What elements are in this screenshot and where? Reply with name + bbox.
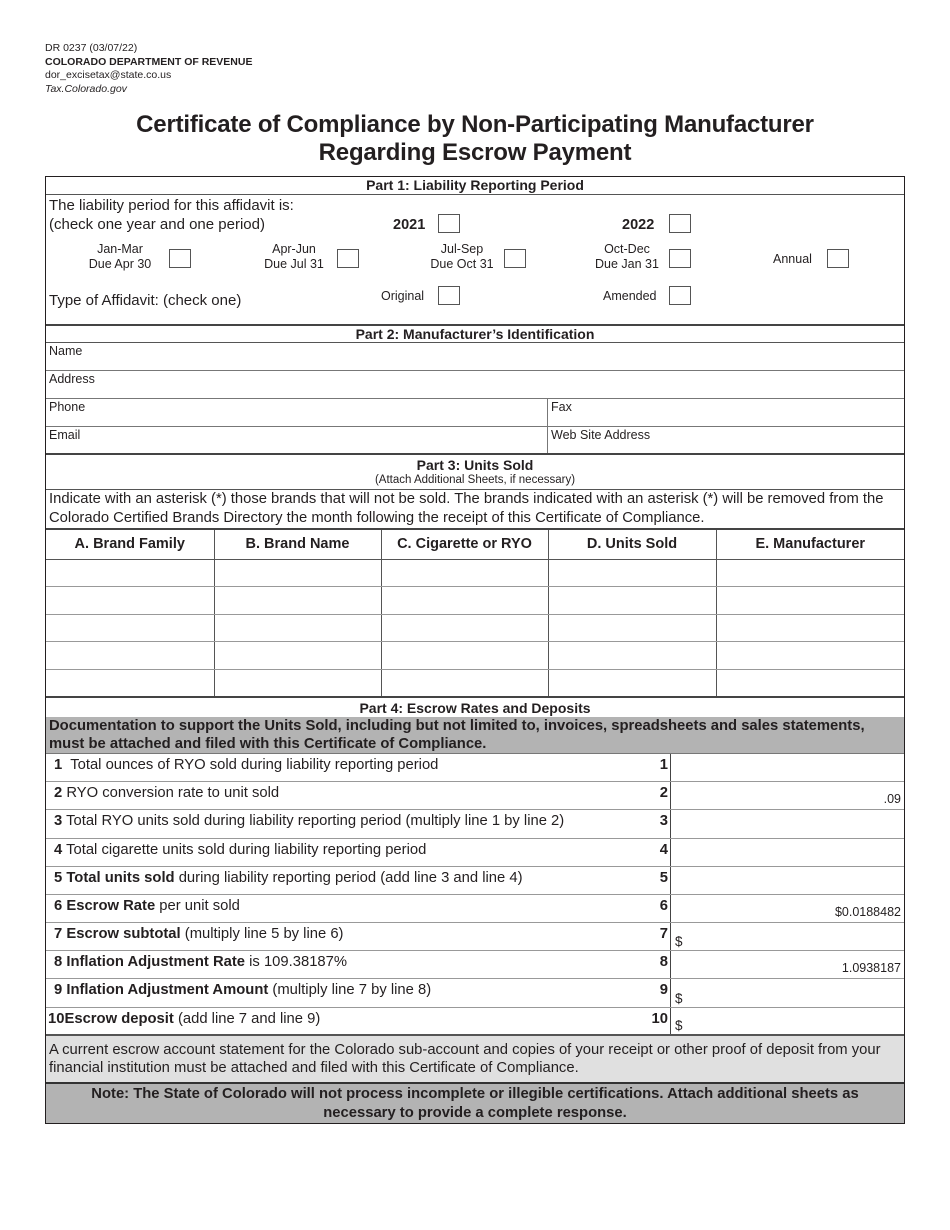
line-9-value-field[interactable]: [671, 979, 904, 1006]
line-2-value-field[interactable]: [671, 782, 904, 809]
units-sold-cell[interactable]: [548, 614, 716, 642]
line-number: 4: [54, 841, 63, 858]
table-row: [46, 559, 904, 587]
part2-heading: Part 2: Manufacturer’s Identification: [46, 326, 904, 343]
line-5-value-field[interactable]: [671, 867, 904, 894]
line-description: [46, 839, 649, 866]
manufacturer-cell[interactable]: [716, 642, 904, 670]
fax-field[interactable]: [548, 399, 904, 426]
dollar-sign: $: [675, 990, 683, 1006]
brands-table: [46, 530, 904, 698]
line-ref-number: 3: [649, 810, 671, 837]
dollar-sign: $: [675, 934, 683, 950]
col-brand-family: A. Brand Family: [46, 530, 214, 559]
period-name: Apr-Jun: [272, 242, 316, 256]
units-sold-cell[interactable]: [548, 559, 716, 587]
form-id: DR 0237 (03/07/22): [45, 42, 138, 54]
address-row: [46, 371, 904, 399]
escrow-statement-note: A current escrow account statement for the Colorado sub-account and copies of your receipt or other proof of deposit from your financial institution must be attached and filed with this Certificate of Compliance.: [46, 1036, 904, 1084]
line-text: (multiply line 7 by line 8): [268, 982, 432, 999]
col-brand-name: B. Brand Name: [214, 530, 381, 559]
brand-family-cell[interactable]: [46, 587, 214, 615]
escrow-line-6: [46, 895, 904, 923]
line-3-value-field[interactable]: [671, 810, 904, 837]
line-ref-number: 2: [649, 782, 671, 809]
line-ref-number: 10: [649, 1008, 671, 1034]
line-bold-text: Escrow Rate: [66, 897, 156, 914]
escrow-line-4: [46, 839, 904, 867]
line-text: (multiply line 5 by line 6): [180, 926, 344, 943]
escrow-line-1: [46, 754, 904, 782]
line-1-value-field[interactable]: [671, 754, 904, 781]
cigarette-or-ryo-cell[interactable]: [381, 559, 548, 587]
table-row: [46, 614, 904, 642]
part4-escrow-rates-deposits: [46, 698, 904, 1123]
address-label: Address: [49, 372, 95, 386]
line-number: 7: [54, 926, 63, 943]
units-sold-cell[interactable]: [548, 642, 716, 670]
line-description: [46, 1008, 649, 1034]
period-due: Due Jul 31: [264, 257, 324, 271]
line-description: [46, 923, 649, 950]
form-header: [45, 42, 252, 96]
cigarette-or-ryo-cell[interactable]: [381, 642, 548, 670]
line-number: 5: [54, 869, 63, 886]
period-oct-dec-checkbox[interactable]: [669, 249, 691, 268]
line-text: during liability reporting period (add line 3 and line 4): [174, 869, 523, 886]
manufacturer-cell[interactable]: [716, 669, 904, 697]
agency-name: COLORADO DEPARTMENT OF REVENUE: [45, 55, 253, 68]
year-2022-checkbox[interactable]: [669, 214, 691, 233]
affidavit-type-label: Type of Affidavit: (check one): [49, 292, 242, 309]
line-description: [46, 979, 649, 1006]
part1-heading: Part 1: Liability Reporting Period: [46, 177, 904, 195]
line-ref-number: 5: [649, 867, 671, 894]
cigarette-or-ryo-cell[interactable]: [381, 614, 548, 642]
line-number: 2: [54, 785, 63, 802]
affidavit-original-label: Original: [381, 289, 425, 303]
line-ref-number: 4: [649, 839, 671, 866]
period-due: Due Oct 31: [430, 257, 494, 271]
line-text: Total ounces of RYO sold during liability reporting period: [70, 756, 439, 773]
brand-name-cell[interactable]: [214, 587, 381, 615]
part4-heading: Part 4: Escrow Rates and Deposits: [359, 699, 591, 716]
phone-field[interactable]: [46, 399, 548, 426]
col-units-sold: D. Units Sold: [548, 530, 716, 559]
title-line-1: Certificate of Compliance by Non-Participating Manufacturer: [136, 111, 814, 138]
affidavit-amended-label: Amended: [603, 289, 657, 303]
line-ref-number: 9: [649, 979, 671, 1006]
brand-name-cell[interactable]: [214, 614, 381, 642]
period-jul-sep-label: [426, 242, 498, 272]
table-row: [46, 669, 904, 697]
period-name: Jan-Mar: [97, 242, 143, 256]
brand-family-cell[interactable]: [46, 642, 214, 670]
address-field[interactable]: [46, 371, 904, 398]
period-oct-dec-label: [592, 242, 662, 272]
period-due: Due Apr 30: [88, 257, 152, 271]
period-apr-jun-label: [260, 242, 328, 272]
period-name: Oct-Dec: [604, 242, 650, 256]
escrow-line-7: [46, 923, 904, 951]
line-text: Total RYO units sold during liability reporting period (multiply line 1 by line 2): [66, 813, 565, 830]
title-line-2: Regarding Escrow Payment: [318, 139, 632, 166]
liability-intro-line2: (check one year and one period): [49, 216, 265, 233]
part3-header: [46, 455, 904, 490]
brand-name-cell[interactable]: [214, 669, 381, 697]
line-7-value-field[interactable]: [671, 923, 904, 950]
period-due: Due Jan 31: [595, 257, 659, 271]
liability-intro: [49, 196, 294, 234]
certificate-form: [45, 176, 905, 1124]
agency-email: dor_excisetax@state.co.us: [45, 69, 172, 81]
line-ref-number: 6: [649, 895, 671, 922]
final-note: Note: The State of Colorado will not process incomplete or illegible certifications. Attach additional sheets as necessary to provide a complete response.: [46, 1084, 904, 1123]
table-row: [46, 587, 904, 615]
year-2021-label: 2021: [393, 217, 426, 233]
cigarette-or-ryo-cell[interactable]: [381, 669, 548, 697]
line-description: [46, 782, 649, 809]
line-number: 3: [54, 813, 63, 830]
part3-subheading: (Attach Additional Sheets, if necessary): [374, 474, 576, 486]
col-cigarette-or-ryo: C. Cigarette or RYO: [381, 530, 548, 559]
brand-name-cell[interactable]: [214, 559, 381, 587]
line-text: Total cigarette units sold during liability reporting period: [66, 841, 427, 858]
period-annual-checkbox[interactable]: [827, 249, 849, 268]
line-bold-text: Total units sold: [66, 869, 175, 886]
documentation-note: Documentation to support the Units Sold, including but not limited to, invoices, spreadsheets and sales statements, must be attached and filed with this Certificate of Compliance.: [46, 717, 904, 754]
escrow-line-9: [46, 979, 904, 1007]
website-field[interactable]: [548, 427, 904, 453]
line-ref-number: 8: [649, 951, 671, 978]
line-bold-text: Inflation Adjustment Amount: [66, 982, 269, 999]
email-field[interactable]: [46, 427, 548, 453]
part3-heading: Part 3: Units Sold: [416, 457, 534, 473]
line-number: 6: [54, 897, 63, 914]
part2-manufacturer-identification: [46, 326, 904, 455]
year-2021-checkbox[interactable]: [438, 214, 460, 233]
line-description: [46, 754, 649, 781]
line-description: [46, 810, 649, 837]
line-description: [46, 951, 649, 978]
part3-asterisk-note: Indicate with an asterisk (*) those brands that will not be sold. The brands indicated with an asterisk (*) will be removed from the Colorado Certified Brands Directory the month following the receipt of this Certificate of Compliance.: [46, 490, 904, 530]
escrow-line-2: [46, 782, 904, 810]
line-bold-text: Inflation Adjustment Rate: [66, 954, 246, 971]
part3-units-sold: [46, 455, 904, 698]
escrow-line-10: [46, 1008, 904, 1036]
line-text: per unit sold: [155, 897, 240, 914]
line-bold-text: Escrow deposit: [64, 1010, 174, 1027]
line-number: 10: [48, 1010, 65, 1027]
line-number: 8: [54, 954, 63, 971]
table-row: [46, 642, 904, 670]
brand-family-cell[interactable]: [46, 669, 214, 697]
line-10-value-field[interactable]: [671, 1008, 904, 1034]
period-annual-label: Annual: [773, 252, 812, 266]
name-row: [46, 343, 904, 371]
period-name: Jul-Sep: [440, 242, 484, 256]
escrow-line-8: [46, 951, 904, 979]
part1-liability-period: [46, 177, 904, 326]
page-title: [0, 111, 950, 167]
line-6-value-field[interactable]: [671, 895, 904, 922]
period-jan-mar-checkbox[interactable]: [169, 249, 191, 268]
name-field[interactable]: [46, 343, 904, 370]
line-ref-number: 7: [649, 923, 671, 950]
line-value: $0.0188482: [834, 905, 901, 920]
col-manufacturer: E. Manufacturer: [716, 530, 904, 559]
website-label: Web Site Address: [551, 428, 651, 442]
escrow-line-5: [46, 867, 904, 895]
period-jan-mar-label: [86, 242, 154, 272]
line-description: [46, 867, 649, 894]
cigarette-or-ryo-cell[interactable]: [381, 587, 548, 615]
name-label: Name: [49, 344, 83, 358]
liability-intro-line1: The liability period for this affidavit is:: [49, 197, 294, 214]
units-sold-cell[interactable]: [548, 587, 716, 615]
affidavit-amended-checkbox[interactable]: [669, 286, 691, 305]
email-label: Email: [49, 428, 81, 442]
brand-name-cell[interactable]: [214, 642, 381, 670]
escrow-line-3: [46, 810, 904, 838]
line-number: 1: [54, 756, 63, 773]
year-2022-label: 2022: [622, 217, 655, 233]
brands-table-header: [46, 530, 904, 559]
line-value: 1.0938187: [841, 961, 901, 976]
line-4-value-field[interactable]: [671, 839, 904, 866]
line-text: RYO conversion rate to unit sold: [66, 785, 280, 802]
manufacturer-cell[interactable]: [716, 559, 904, 587]
manufacturer-cell[interactable]: [716, 587, 904, 615]
line-bold-text: Escrow subtotal: [66, 926, 181, 943]
manufacturer-cell[interactable]: [716, 614, 904, 642]
line-value: .09: [883, 792, 901, 807]
phone-label: Phone: [49, 400, 86, 414]
affidavit-original-checkbox[interactable]: [438, 286, 460, 305]
fax-label: Fax: [551, 400, 572, 414]
dollar-sign: $: [675, 1017, 683, 1033]
period-jul-sep-checkbox[interactable]: [504, 249, 526, 268]
line-ref-number: 1: [649, 754, 671, 781]
line-text: is 109.38187%: [245, 954, 348, 971]
brand-family-cell[interactable]: [46, 614, 214, 642]
agency-website: Tax.Colorado.gov: [45, 82, 127, 95]
units-sold-cell[interactable]: [548, 669, 716, 697]
line-text: (add line 7 and line 9): [173, 1010, 321, 1027]
line-description: [46, 895, 649, 922]
brand-family-cell[interactable]: [46, 559, 214, 587]
phone-fax-row: [46, 399, 904, 427]
line-number: 9: [54, 982, 63, 999]
line-8-value-field[interactable]: [671, 951, 904, 978]
email-website-row: [46, 427, 904, 455]
period-apr-jun-checkbox[interactable]: [337, 249, 359, 268]
